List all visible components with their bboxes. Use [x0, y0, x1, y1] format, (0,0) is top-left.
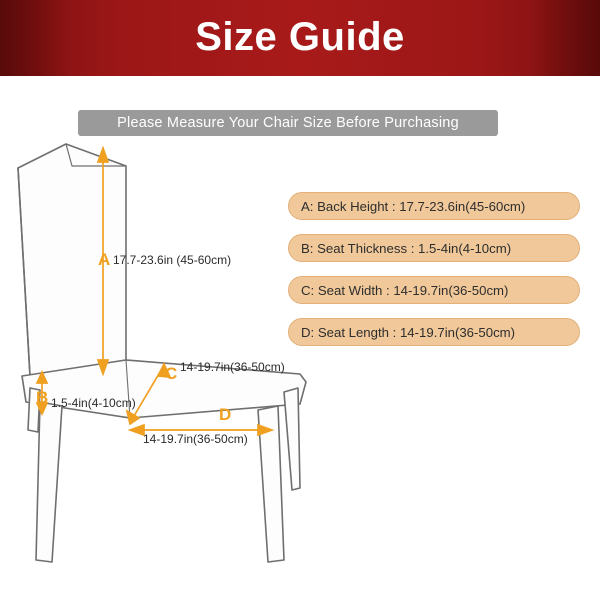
subtitle-banner: Please Measure Your Chair Size Before Purchasing: [78, 110, 498, 136]
legend-item-seat-thickness: B: Seat Thickness : 1.5-4in(4-10cm): [288, 234, 580, 262]
dimension-letter-c: C: [165, 364, 178, 383]
dimension-letter-a: A: [98, 250, 111, 269]
dimension-value-a: 17.7-23.6in (45-60cm): [113, 253, 232, 267]
dimension-letter-b: B: [36, 388, 49, 407]
footer-spacer: [0, 592, 600, 600]
legend-item-seat-length: D: Seat Length : 14-19.7in(36-50cm): [288, 318, 580, 346]
header-banner: [0, 0, 600, 76]
page-title: Size Guide: [195, 15, 405, 59]
legend-item-seat-width: C: Seat Width : 14-19.7in(36-50cm): [288, 276, 580, 304]
dimension-value-c: 14-19.7in(36-50cm): [180, 360, 285, 374]
dimension-value-b: 1.5-4in(4-10cm): [51, 396, 136, 410]
dimension-letter-d: D: [219, 405, 232, 424]
legend-item-back-height: A: Back Height : 17.7-23.6in(45-60cm): [288, 192, 580, 220]
legend-list: [288, 192, 580, 360]
dimension-value-d: 14-19.7in(36-50cm): [143, 432, 248, 446]
